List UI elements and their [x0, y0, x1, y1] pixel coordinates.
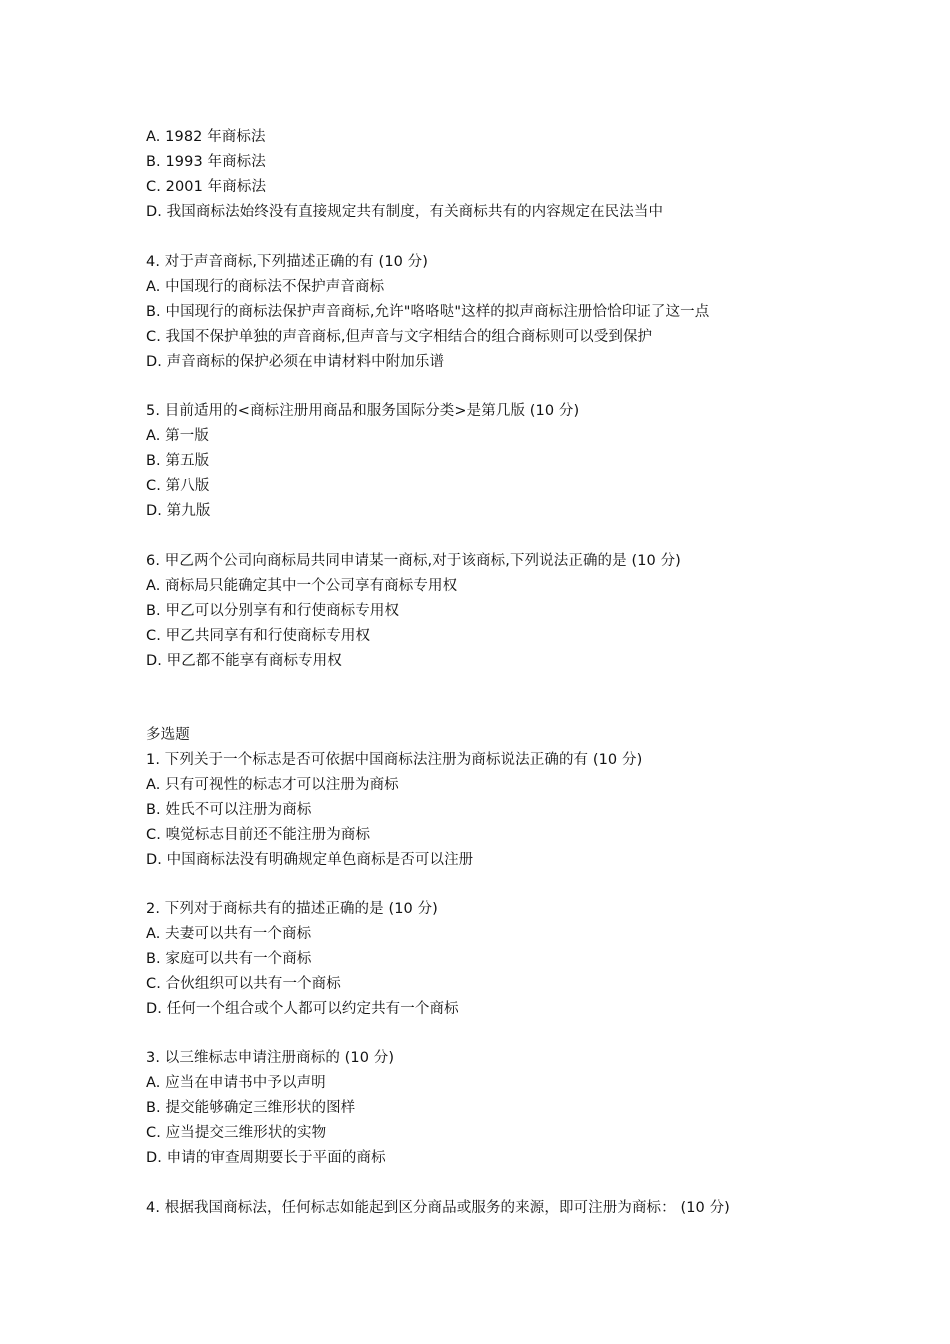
text-line: C. 甲乙共同享有和行使商标专用权: [146, 628, 371, 644]
text-line: C. 嗅觉标志目前还不能注册为商标: [146, 827, 371, 843]
text-line: 3. 以三维标志申请注册商标的 (10 分): [146, 1050, 395, 1066]
text-line: C. 第八版: [146, 478, 210, 494]
text-line: C. 合伙组织可以共有一个商标: [146, 976, 341, 992]
text-line: A. 商标局只能确定其中一个公司享有商标专用权: [146, 578, 458, 594]
text-line: B. 家庭可以共有一个商标: [146, 951, 312, 967]
text-line: 4. 根据我国商标法，任何标志如能起到区分商品或服务的来源，即可注册为商标： (10 分): [146, 1200, 730, 1216]
text-line: D. 任何一个组合或个人都可以约定共有一个商标: [146, 1001, 459, 1017]
text-line: D. 中国商标法没有明确规定单色商标是否可以注册: [146, 852, 474, 868]
text-line: D. 声音商标的保护必须在申请材料中附加乐谱: [146, 354, 445, 370]
text-line: D. 甲乙都不能享有商标专用权: [146, 653, 342, 669]
text-line: A. 只有可视性的标志才可以注册为商标: [146, 777, 399, 793]
text-line: 5. 目前适用的<商标注册用商品和服务国际分类>是第几版 (10 分): [146, 403, 580, 419]
text-line: 4. 对于声音商标,下列描述正确的有 (10 分): [146, 254, 429, 270]
text-line: C. 我国不保护单独的声音商标,但声音与文字相结合的组合商标则可以受到保护: [146, 329, 653, 345]
text-line: B. 提交能够确定三维形状的图样: [146, 1100, 356, 1116]
text-line: 1. 下列关于一个标志是否可依据中国商标法注册为商标说法正确的有 (10 分): [146, 752, 643, 768]
text-line: 2. 下列对于商标共有的描述正确的是 (10 分): [146, 901, 438, 917]
text-line: B. 第五版: [146, 453, 210, 469]
text-line: A. 夫妻可以共有一个商标: [146, 926, 312, 942]
text-line: D. 申请的审查周期要长于平面的商标: [146, 1150, 386, 1166]
text-line: B. 1993 年商标法: [146, 154, 266, 170]
text-line: D. 第九版: [146, 503, 211, 519]
text-line: 多选题: [146, 727, 190, 743]
text-line: A. 第一版: [146, 428, 209, 444]
text-line: A. 应当在申请书中予以声明: [146, 1075, 326, 1091]
text-line: B. 甲乙可以分别享有和行使商标专用权: [146, 603, 400, 619]
text-line: D. 我国商标法始终没有直接规定共有制度，有关商标共有的内容规定在民法当中: [146, 204, 664, 220]
text-line: C. 2001 年商标法: [146, 179, 267, 195]
text-line: A. 中国现行的商标法不保护声音商标: [146, 279, 385, 295]
text-line: A. 1982 年商标法: [146, 129, 266, 145]
text-line: B. 姓氏不可以注册为商标: [146, 802, 312, 818]
text-line: B. 中国现行的商标法保护声音商标,允许"咯咯哒"这样的拟声商标注册恰恰印证了这一点: [146, 304, 710, 320]
text-line: C. 应当提交三维形状的实物: [146, 1125, 327, 1141]
text-line: 6. 甲乙两个公司向商标局共同申请某一商标,对于该商标,下列说法正确的是 (10 分): [146, 553, 681, 569]
